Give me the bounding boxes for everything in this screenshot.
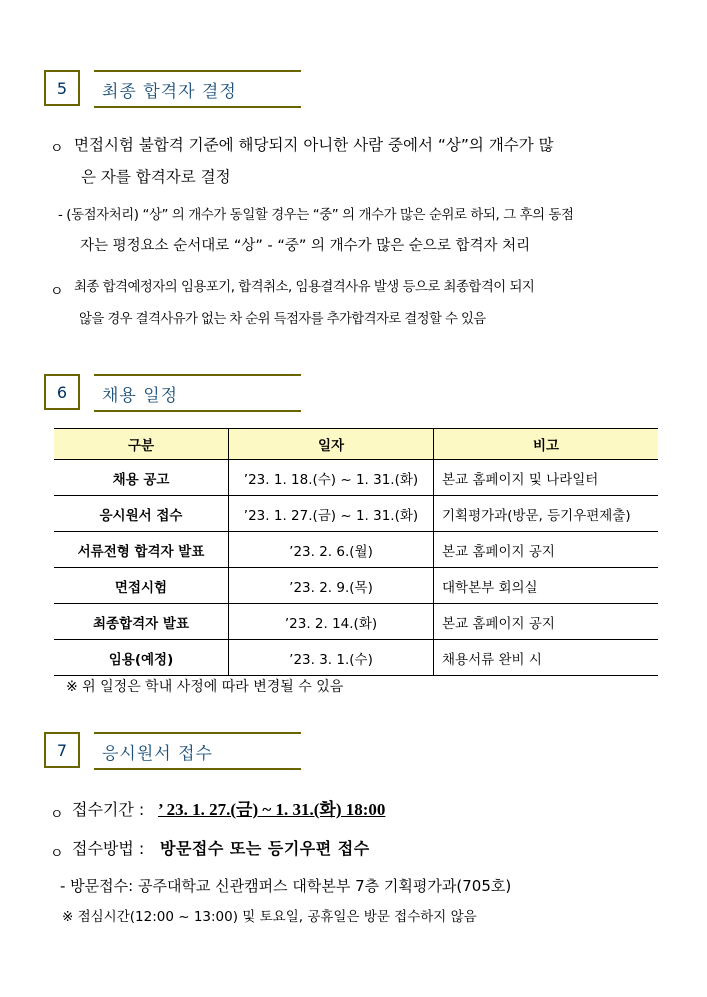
visit-info: - 방문접수: 공주대학교 신관캠퍼스 대학본부 7층 기획평가과(705호) [60, 877, 512, 895]
table-row [54, 460, 658, 496]
paragraph-line: 않을 경우 결격사유가 없는 차 순위 득점자를 추가합격자로 결정할 수 있음 [79, 312, 486, 327]
table-cell: ’23. 2. 14.(화) [229, 604, 434, 640]
table-cell: ’23. 1. 18.(수) ~ 1. 31.(화) [229, 460, 434, 496]
section-title: 최종 합격자 결정 [94, 70, 301, 108]
bullet-marker: ㅇ [50, 141, 64, 157]
table-row [54, 532, 658, 568]
column-header: 구분 [54, 429, 229, 460]
table-cell: 임용(예정) [54, 640, 229, 676]
method-value: 방문접수 또는 등기우편 접수 [160, 839, 370, 858]
bullet-marker: ㅇ [50, 846, 64, 862]
paragraph-line: - (동점자처리) “상” 의 개수가 동일할 경우는 “중” 의 개수가 많은 순위로 하되, 그 후의 동점 [58, 208, 574, 223]
table-row [54, 496, 658, 532]
period-value: ’ 23. 1. 27.(금) ~ 1. 31.(화) 18:00 [158, 800, 386, 819]
table-row [54, 568, 658, 604]
table-cell: ’23. 2. 6.(월) [229, 532, 434, 568]
section-number: 6 [44, 374, 80, 410]
table-cell: ’23. 2. 9.(목) [229, 568, 434, 604]
table-cell: 대학본부 회의실 [434, 568, 659, 604]
table-cell: 본교 홈페이지 공지 [434, 604, 659, 640]
section-number: 5 [44, 70, 80, 106]
bullet-marker: ㅇ [50, 807, 64, 823]
section-7-header [44, 732, 301, 772]
paragraph-line: 은 자를 합격자로 결정 [81, 168, 231, 186]
table-row [54, 640, 658, 676]
paragraph-line: 최종 합격예정자의 임용포기, 합격취소, 임용결격사유 발생 등으로 최종합격이 되지 [74, 280, 535, 295]
table-row [54, 604, 658, 640]
table-header-row [54, 429, 658, 460]
paragraph-line: 면접시험 불합격 기준에 해당되지 아니한 사람 중에서 “상”의 개수가 많 [74, 136, 554, 154]
schedule-note: ※ 위 일정은 학내 사정에 따라 변경될 수 있음 [66, 679, 344, 695]
table-cell: 최종합격자 발표 [54, 604, 229, 640]
section-5-header [44, 70, 301, 110]
table-cell: 본교 홈페이지 공지 [434, 532, 659, 568]
table-cell: ’23. 3. 1.(수) [229, 640, 434, 676]
table-cell: 채용 공고 [54, 460, 229, 496]
schedule-table [54, 428, 658, 676]
table-cell: 본교 홈페이지 및 나라일터 [434, 460, 659, 496]
table-cell: 기획평가과(방문, 등기우편제출) [434, 496, 659, 532]
section-6-header [44, 374, 301, 414]
table-cell: 채용서류 완비 시 [434, 640, 659, 676]
column-header: 비고 [434, 429, 659, 460]
table-cell: 면접시험 [54, 568, 229, 604]
bullet-marker: ㅇ [50, 284, 64, 300]
section-number: 7 [44, 732, 80, 768]
period-label: 접수기간 : [72, 800, 145, 819]
section-title: 채용 일정 [94, 374, 301, 412]
table-cell: ’23. 1. 27.(금) ~ 1. 31.(화) [229, 496, 434, 532]
table-cell: 서류전형 합격자 발표 [54, 532, 229, 568]
section-title: 응시원서 접수 [94, 732, 301, 770]
lunch-note: ※ 점심시간(12:00 ~ 13:00) 및 토요일, 공휴일은 방문 접수하지 않음 [62, 909, 477, 925]
paragraph-line: 자는 평정요소 순서대로 “상” - “중” 의 개수가 많은 순으로 합격자 처리 [80, 238, 531, 254]
method-label: 접수방법 : [72, 839, 145, 858]
column-header: 일자 [229, 429, 434, 460]
table-cell: 응시원서 접수 [54, 496, 229, 532]
